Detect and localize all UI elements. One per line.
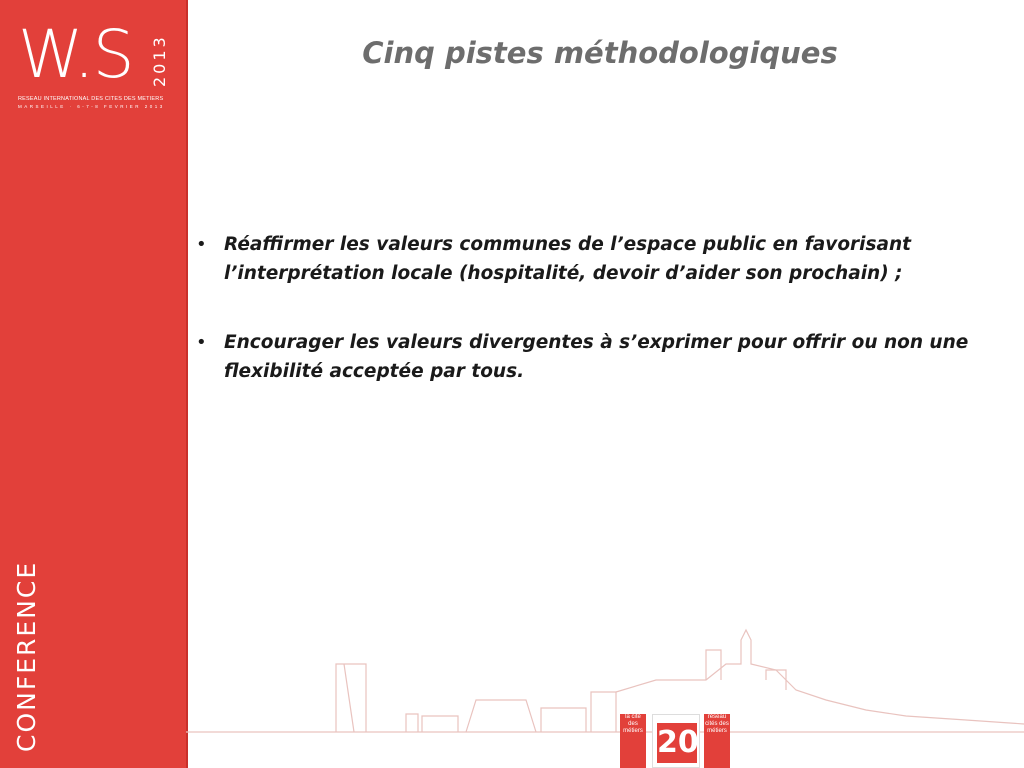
marseille-skyline-icon bbox=[186, 620, 1024, 768]
logo-year: 2013 bbox=[150, 34, 169, 88]
footer-badges bbox=[620, 714, 730, 768]
logo-ws-text: W.S bbox=[18, 16, 133, 93]
bullet-marker: • bbox=[196, 234, 207, 255]
bullet-item bbox=[192, 230, 992, 288]
bullet-item bbox=[192, 328, 992, 386]
slide-title: Cinq pistes méthodologiques bbox=[362, 36, 838, 70]
ws-logo bbox=[14, 18, 174, 114]
badge-reseau: réseau cités des métiers bbox=[704, 714, 730, 768]
conference-label: CONFERENCE bbox=[12, 560, 41, 752]
logo-network: RESEAU INTERNATIONAL DES CITES DES METIERS bbox=[18, 96, 164, 102]
badge-20-text: 20 bbox=[657, 723, 697, 763]
bullet-marker: • bbox=[196, 332, 207, 353]
sidebar-band bbox=[0, 0, 188, 768]
bullet-text: Réaffirmer les valeurs communes de l’espace public en favorisant l’interprétation locale (hospitalité, devoir d’aider son prochain) ; bbox=[224, 234, 912, 284]
bullet-text: Encourager les valeurs divergentes à s’exprimer pour offrir ou non une flexibilité acceptée par tous. bbox=[224, 332, 969, 382]
badge-cite-des-metiers: la cité des métiers bbox=[620, 714, 646, 768]
bullet-list bbox=[192, 230, 992, 426]
badge-20-years bbox=[652, 714, 700, 768]
logo-place: MARSEILLE · 6-7-8 FEVRIER 2013 bbox=[18, 104, 165, 109]
